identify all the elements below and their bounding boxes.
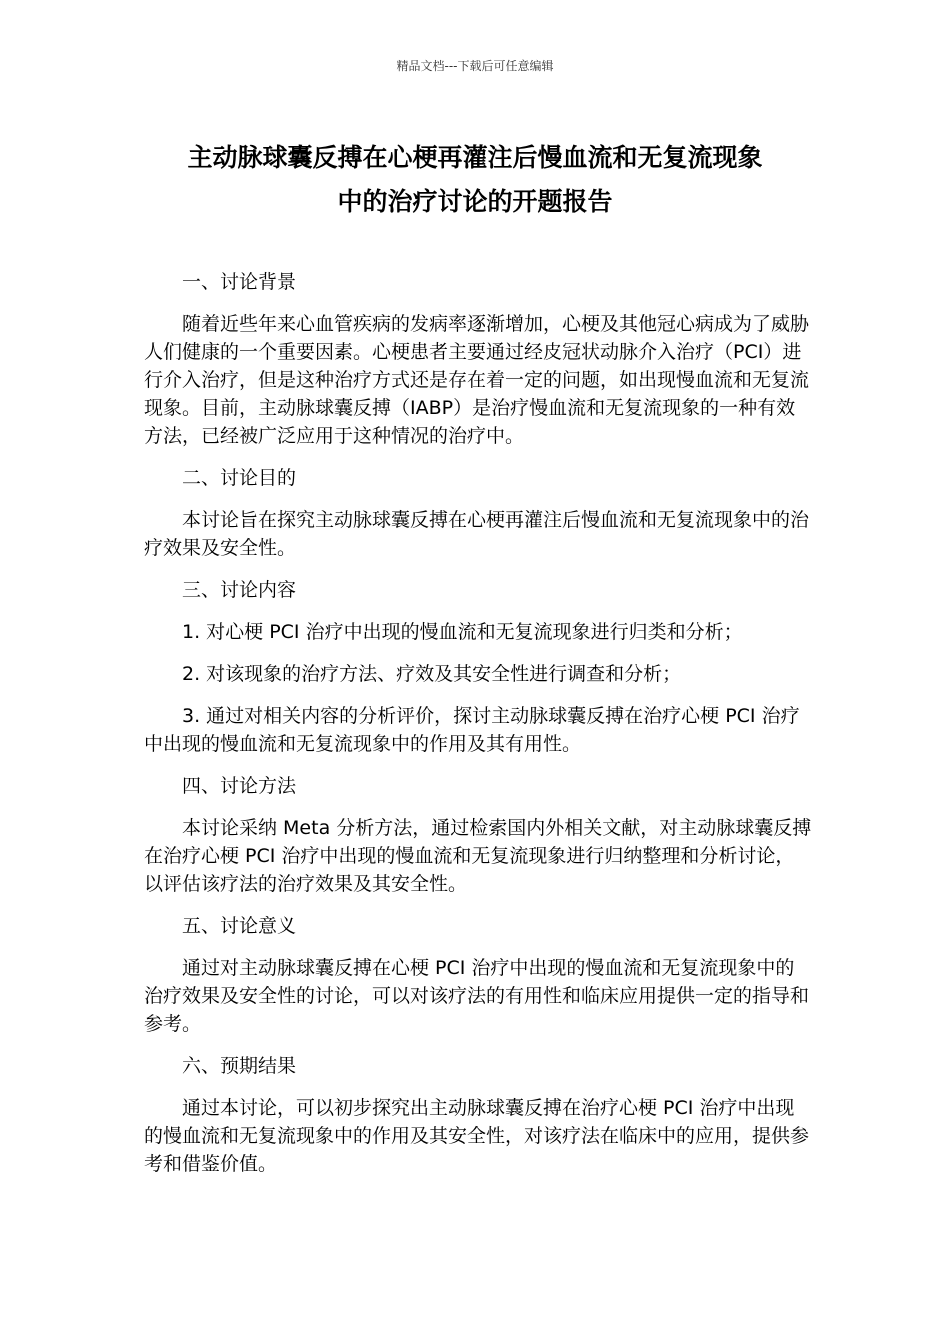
section-paragraph-expected-results: 通过本讨论，可以初步探究出主动脉球囊反搏在治疗心梗 PCI 治疗中出现的慢血流和无复流现象中的作用及其安全性，对该疗法在临床中的应用，提供参考和借鉴价值。: [144, 1097, 810, 1175]
section-heading-background: 一、讨论背景: [182, 271, 297, 293]
section-heading-expected-results: 六、预期结果: [182, 1055, 297, 1077]
content-list-item-3: 3. 通过对相关内容的分析评价，探讨主动脉球囊反搏在治疗心梗 PCI 治疗中出现的慢血流和无复流现象中的作用及其有用性。: [144, 705, 800, 755]
document-body: [144, 268, 812, 1192]
document-title: [120, 136, 830, 224]
title-line-2: 中的治疗讨论的开题报告: [337, 187, 613, 216]
section-paragraph-background: 随着近些年来心血管疾病的发病率逐渐增加，心梗及其他冠心病成为了威胁人们健康的一个重要因素。心梗患者主要通过经皮冠状动脉介入治疗（PCI）进行介入治疗，但是这种治疗方式还是存在着一定的问题，如出现慢血流和无复流现象。目前，主动脉球囊反搏（IABP）是治疗慢血流和无复流现象的一种有效方法，已经被广泛应用于这种情况的治疗中。: [144, 313, 810, 447]
section-heading-significance: 五、讨论意义: [182, 915, 297, 937]
content-list-item-1: 1. 对心梗 PCI 治疗中出现的慢血流和无复流现象进行归类和分析；: [182, 621, 743, 643]
section-heading-method: 四、讨论方法: [182, 775, 297, 797]
section-paragraph-method: 本讨论采纳 Meta 分析方法，通过检索国内外相关文献，对主动脉球囊反搏在治疗心梗 PCI 治疗中出现的慢血流和无复流现象进行归纳整理和分析讨论，以评估该疗法的治疗效果及其安全性。: [144, 817, 812, 895]
section-paragraph-purpose: 本讨论旨在探究主动脉球囊反搏在心梗再灌注后慢血流和无复流现象中的治疗效果及安全性。: [144, 509, 810, 559]
section-heading-content: 三、讨论内容: [182, 579, 297, 601]
title-line-1: 主动脉球囊反搏在心梗再灌注后慢血流和无复流现象: [187, 143, 763, 172]
content-list-item-2: 2. 对该现象的治疗方法、疗效及其安全性进行调查和分析；: [182, 663, 682, 685]
section-paragraph-significance: 通过对主动脉球囊反搏在心梗 PCI 治疗中出现的慢血流和无复流现象中的治疗效果及安全性的讨论，可以对该疗法的有用性和临床应用提供一定的指导和参考。: [144, 957, 810, 1035]
page-header: 精品文档---下载后可任意编辑: [396, 59, 554, 73]
section-heading-purpose: 二、讨论目的: [182, 467, 297, 489]
